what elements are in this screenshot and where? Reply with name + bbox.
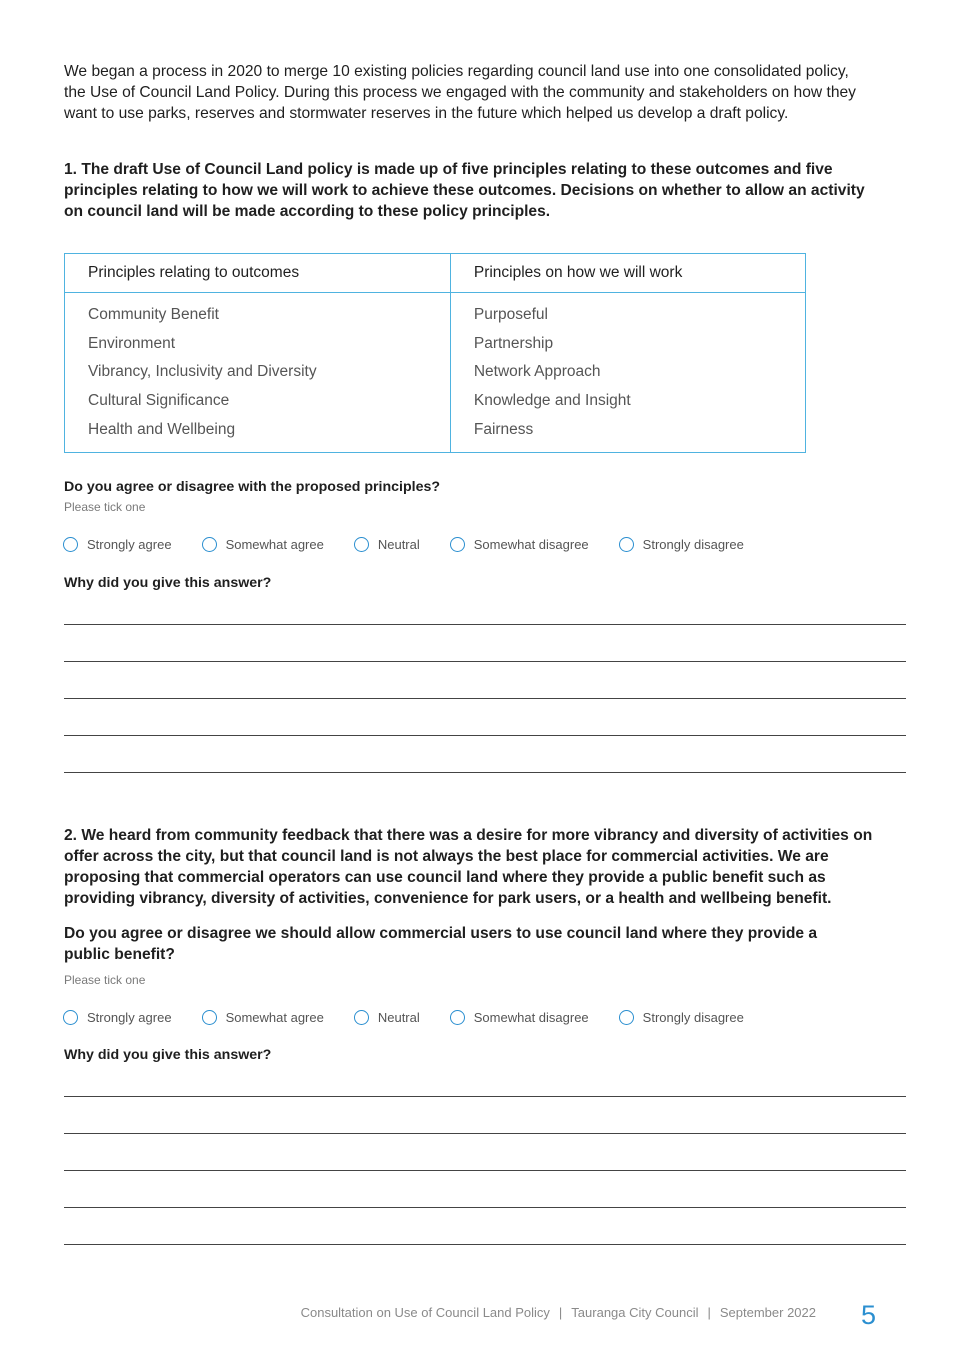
radio-circle-icon[interactable] — [63, 537, 78, 552]
work-column — [450, 293, 805, 453]
question-1-why: Why did you give this answer? — [64, 575, 272, 591]
answer-line-1[interactable] — [64, 624, 906, 625]
answer-line-2[interactable] — [64, 1244, 906, 1245]
footer-document-title: Consultation on Use of Council Land Policy — [300, 1305, 550, 1320]
question-1-hint: Please tick one — [64, 500, 146, 514]
radio-circle-icon[interactable] — [619, 1010, 634, 1025]
radio-circle-icon[interactable] — [354, 1010, 369, 1025]
work-principle: Fairness — [473, 420, 534, 438]
footer-separator: | — [707, 1305, 711, 1320]
q2-option-strongly-agree[interactable]: Strongly agree — [63, 1010, 172, 1025]
answer-line-2[interactable] — [64, 1170, 906, 1171]
footer-date: September 2022 — [719, 1305, 816, 1320]
q2-option-strongly-disagree[interactable]: Strongly disagree — [619, 1010, 744, 1025]
radio-circle-icon[interactable] — [202, 1010, 217, 1025]
radio-circle-icon[interactable] — [354, 537, 369, 552]
q2-option-somewhat-agree[interactable]: Somewhat agree — [202, 1010, 324, 1025]
work-principle: Knowledge and Insight — [473, 392, 631, 410]
radio-circle-icon[interactable] — [450, 537, 465, 552]
q1-option-somewhat-agree[interactable]: Somewhat agree — [202, 537, 324, 552]
work-principle: Purposeful — [473, 306, 548, 323]
work-principle: Partnership — [473, 334, 554, 352]
outcome-principle: Community Benefit — [88, 306, 219, 323]
page-footer — [301, 1305, 816, 1320]
question-1-text: 1. The draft Use of Council Land policy is made up of five principles relating to these outcomes and five principles relating to how we will work to achieve these outcomes. Decisions on whether to allow an activity on council land will be made according to these policy principles. — [64, 161, 865, 221]
question-2-hint: Please tick one — [64, 973, 146, 987]
principles-table — [64, 253, 806, 453]
answer-line-1[interactable] — [64, 772, 906, 773]
answer-line-2[interactable] — [64, 1096, 906, 1097]
q1-option-strongly-agree[interactable]: Strongly agree — [63, 537, 172, 552]
answer-line-2[interactable] — [64, 1207, 906, 1208]
outcomes-header: Principles relating to outcomes — [65, 254, 451, 293]
outcome-principle: Health and Wellbeing — [88, 420, 236, 438]
radio-circle-icon[interactable] — [619, 537, 634, 552]
work-principle: Network Approach — [473, 363, 601, 381]
footer-organisation: Tauranga City Council — [571, 1305, 699, 1320]
answer-line-1[interactable] — [64, 661, 906, 662]
outcome-principle: Cultural Significance — [88, 392, 230, 410]
question-1-options — [63, 533, 774, 555]
outcome-principle: Environment — [88, 334, 176, 352]
answer-line-1[interactable] — [64, 698, 906, 699]
q1-option-somewhat-disagree[interactable]: Somewhat disagree — [450, 537, 589, 552]
question-1-prompt: Do you agree or disagree with the proposed principles? — [64, 479, 441, 495]
work-header: Principles on how we will work — [450, 254, 805, 293]
question-2-why: Why did you give this answer? — [64, 1047, 272, 1063]
q1-option-neutral[interactable]: Neutral — [354, 537, 420, 552]
q2-option-somewhat-disagree[interactable]: Somewhat disagree — [450, 1010, 589, 1025]
radio-circle-icon[interactable] — [202, 537, 217, 552]
intro-paragraph: We began a process in 2020 to merge 10 existing policies regarding council land use into one consolidated policy, the Use of Council Land Policy. During this process we engaged with the community and stakeholders on how they want to use parks, reserves and stormwater reserves in the future which helped us develop a draft policy. — [64, 63, 856, 123]
question-2-prompt: Do you agree or disagree we should allow commercial users to use council land where they provide a public benefit? — [64, 925, 818, 964]
q2-option-neutral[interactable]: Neutral — [354, 1010, 420, 1025]
outcome-principle: Vibrancy, Inclusivity and Diversity — [88, 363, 317, 381]
question-2-options — [63, 1006, 774, 1028]
answer-line-1[interactable] — [64, 735, 906, 736]
answer-line-2[interactable] — [64, 1133, 906, 1134]
question-2-text: 2. We heard from community feedback that there was a desire for more vibrancy and diversity of activities on offer across the city, but that council land is not always the best place for commercial activities. We are proposing that commercial operators can use council land where they provide a public benefit such as providing vibrancy, diversity of activities, convenience for park users, or a health and wellbeing benefit. — [64, 827, 873, 908]
page-number: 5 — [861, 1300, 877, 1330]
radio-circle-icon[interactable] — [450, 1010, 465, 1025]
q1-option-strongly-disagree[interactable]: Strongly disagree — [619, 537, 744, 552]
outcomes-column — [65, 293, 451, 453]
radio-circle-icon[interactable] — [63, 1010, 78, 1025]
footer-separator: | — [558, 1305, 563, 1320]
